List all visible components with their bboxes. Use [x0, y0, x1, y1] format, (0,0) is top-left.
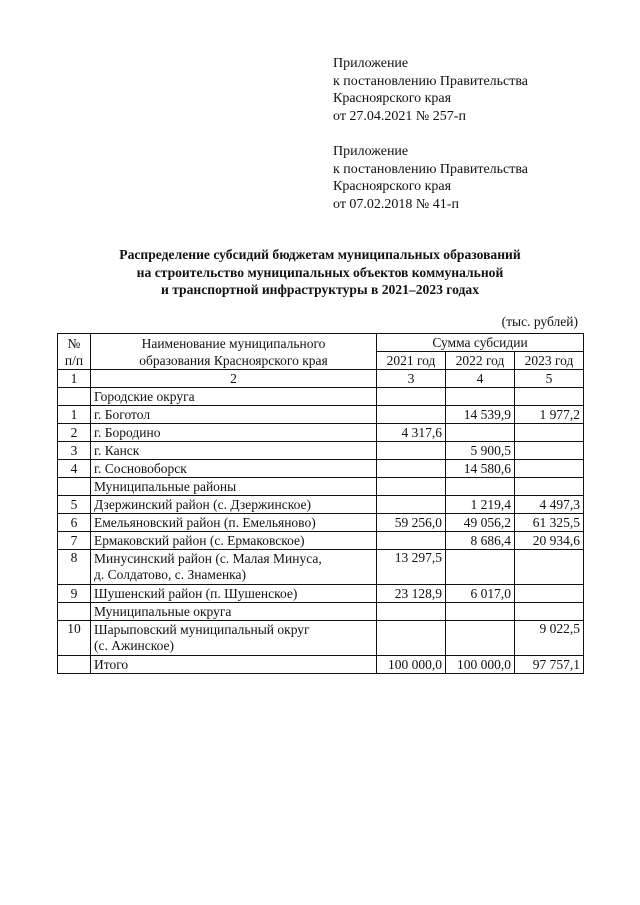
value-2021: 23 128,9: [377, 585, 446, 603]
header-year: 2022 год: [446, 352, 515, 370]
appendix-original: [333, 143, 528, 213]
value-2023: [515, 585, 584, 603]
section-name: Муниципальные округа: [91, 603, 377, 621]
table-row: [58, 550, 584, 585]
subsidy-table: [57, 333, 584, 674]
municipality-name-line: Шушенский район (п. Шушенское): [94, 585, 298, 601]
value-2023: 61 325,5: [515, 514, 584, 532]
appendix-line: Приложение: [333, 56, 409, 71]
value-2021: [377, 532, 446, 550]
value-2022: 100 000,0: [446, 656, 515, 674]
value-2022: [446, 424, 515, 442]
value-2021: [377, 388, 446, 406]
appendix-line: к постановлению Правительства: [333, 161, 529, 177]
municipality-name-line: г. Бородино: [94, 424, 161, 440]
value-2023: [515, 478, 584, 496]
value-2023: 9 022,5: [515, 621, 584, 656]
row-number: [58, 388, 91, 406]
header-num-line: п/п: [64, 352, 84, 368]
table-row: [58, 424, 584, 442]
row-number: 2: [58, 424, 91, 442]
table-row: [58, 496, 584, 514]
value-2023: [515, 550, 584, 585]
municipality-name-line: Дзержинский район (с. Дзержинское): [94, 496, 311, 512]
municipality-name: [91, 460, 377, 478]
row-number: 1: [58, 406, 91, 424]
section-row: [58, 478, 584, 496]
value-2023: [515, 388, 584, 406]
value-2022: 5 900,5: [446, 442, 515, 460]
header-name-line: образования Красноярского края: [139, 352, 328, 368]
table-header-row: [58, 334, 584, 352]
table-row: [58, 460, 584, 478]
value-2021: 59 256,0: [377, 514, 446, 532]
value-2022: [446, 603, 515, 621]
appendix-current: [333, 55, 528, 125]
table-row: [58, 514, 584, 532]
municipality-name: [91, 406, 377, 424]
municipality-name-line: Ермаковский район (с. Ермаковское): [94, 532, 305, 548]
value-2022: 6 017,0: [446, 585, 515, 603]
row-number: [58, 656, 91, 674]
row-number: 4: [58, 460, 91, 478]
municipality-name: [91, 585, 377, 603]
value-2022: 14 580,6: [446, 460, 515, 478]
header-num: [58, 334, 91, 370]
value-2023: [515, 460, 584, 478]
title-line: на строительство муниципальных объектов коммунальной: [136, 264, 504, 280]
value-2023: [515, 424, 584, 442]
value-2022: [446, 388, 515, 406]
value-2022: 14 539,9: [446, 406, 515, 424]
municipality-name: [91, 656, 377, 674]
table-row: [58, 442, 584, 460]
municipality-name-line: г. Сосновоборск: [94, 460, 187, 476]
value-2021: [377, 406, 446, 424]
municipality-name-line: г. Канск: [94, 442, 140, 458]
value-2022: [446, 478, 515, 496]
total-row: [58, 656, 584, 674]
column-numbers-row: [58, 370, 584, 388]
municipality-name: [91, 514, 377, 532]
column-number: 1: [58, 370, 91, 388]
value-2022: 8 686,4: [446, 532, 515, 550]
municipality-name: [91, 532, 377, 550]
value-2021: [377, 442, 446, 460]
value-2021: [377, 478, 446, 496]
table-row: [58, 621, 584, 656]
value-2021: [377, 496, 446, 514]
value-2021: [377, 460, 446, 478]
value-2021: 100 000,0: [377, 656, 446, 674]
value-2022: 49 056,2: [446, 514, 515, 532]
value-2022: [446, 621, 515, 656]
value-2023: 1 977,2: [515, 406, 584, 424]
column-number: 3: [377, 370, 446, 388]
table-body: [58, 388, 584, 674]
value-2021: [377, 621, 446, 656]
column-number: 2: [91, 370, 377, 388]
municipality-name: [91, 550, 377, 585]
section-row: [58, 388, 584, 406]
row-number: 6: [58, 514, 91, 532]
municipality-name-line: д. Солдатово, с. Знаменка): [94, 567, 247, 582]
units-label: (тыс. рублей): [501, 314, 578, 329]
value-2021: 4 317,6: [377, 424, 446, 442]
header-name: [91, 334, 377, 370]
column-number: 4: [446, 370, 515, 388]
table-row: [58, 532, 584, 550]
value-2022: [446, 550, 515, 585]
table-row: [58, 585, 584, 603]
appendix-line: Красноярского края: [333, 91, 452, 106]
row-number: 3: [58, 442, 91, 460]
municipality-name-line: г. Боготол: [94, 406, 151, 422]
row-number: 10: [58, 621, 91, 656]
municipality-name-line: Емельяновский район (п. Емельяново): [94, 514, 316, 530]
section-name: Городские округа: [91, 388, 377, 406]
value-2022: 1 219,4: [446, 496, 515, 514]
header-name-line: Наименование муниципального: [141, 335, 326, 351]
title-line: и транспортной инфраструктуры в 2021–2023 годах: [160, 282, 480, 297]
header-sum: Сумма субсидии: [377, 334, 584, 352]
section-row: [58, 603, 584, 621]
value-2021: [377, 603, 446, 621]
appendix-line: к постановлению Правительства: [333, 73, 529, 89]
appendix-line: Красноярского края: [333, 179, 452, 194]
row-number: 8: [58, 550, 91, 585]
value-2023: 4 497,3: [515, 496, 584, 514]
municipality-name-line: Минусинский район (с. Малая Минуса,: [94, 551, 322, 566]
section-name: Муниципальные районы: [91, 478, 377, 496]
municipality-name: [91, 496, 377, 514]
appendix-line: от 27.04.2021 № 257-п: [333, 108, 466, 124]
value-2023: [515, 603, 584, 621]
title-line: Распределение субсидий бюджетам муниципальных образований: [119, 247, 521, 262]
municipality-name-line: Шарыповский муниципальный округ: [94, 622, 310, 637]
appendix-line: Приложение: [333, 144, 409, 159]
municipality-name: [91, 442, 377, 460]
municipality-name: [91, 621, 377, 656]
header-year: 2023 год: [515, 352, 584, 370]
row-number: 7: [58, 532, 91, 550]
value-2023: 20 934,6: [515, 532, 584, 550]
appendix-line: от 07.02.2018 № 41-п: [333, 196, 459, 212]
row-number: 9: [58, 585, 91, 603]
value-2021: 13 297,5: [377, 550, 446, 585]
row-number: [58, 478, 91, 496]
document-title: [60, 246, 580, 299]
municipality-name: [91, 424, 377, 442]
value-2023: [515, 442, 584, 460]
municipality-name-line: (с. Ажинское): [94, 638, 175, 653]
value-2023: 97 757,1: [515, 656, 584, 674]
municipality-name-line: Итого: [94, 656, 129, 672]
header-year: 2021 год: [377, 352, 446, 370]
table-row: [58, 406, 584, 424]
row-number: [58, 603, 91, 621]
header-num-line: №: [67, 335, 81, 351]
row-number: 5: [58, 496, 91, 514]
column-number: 5: [515, 370, 584, 388]
